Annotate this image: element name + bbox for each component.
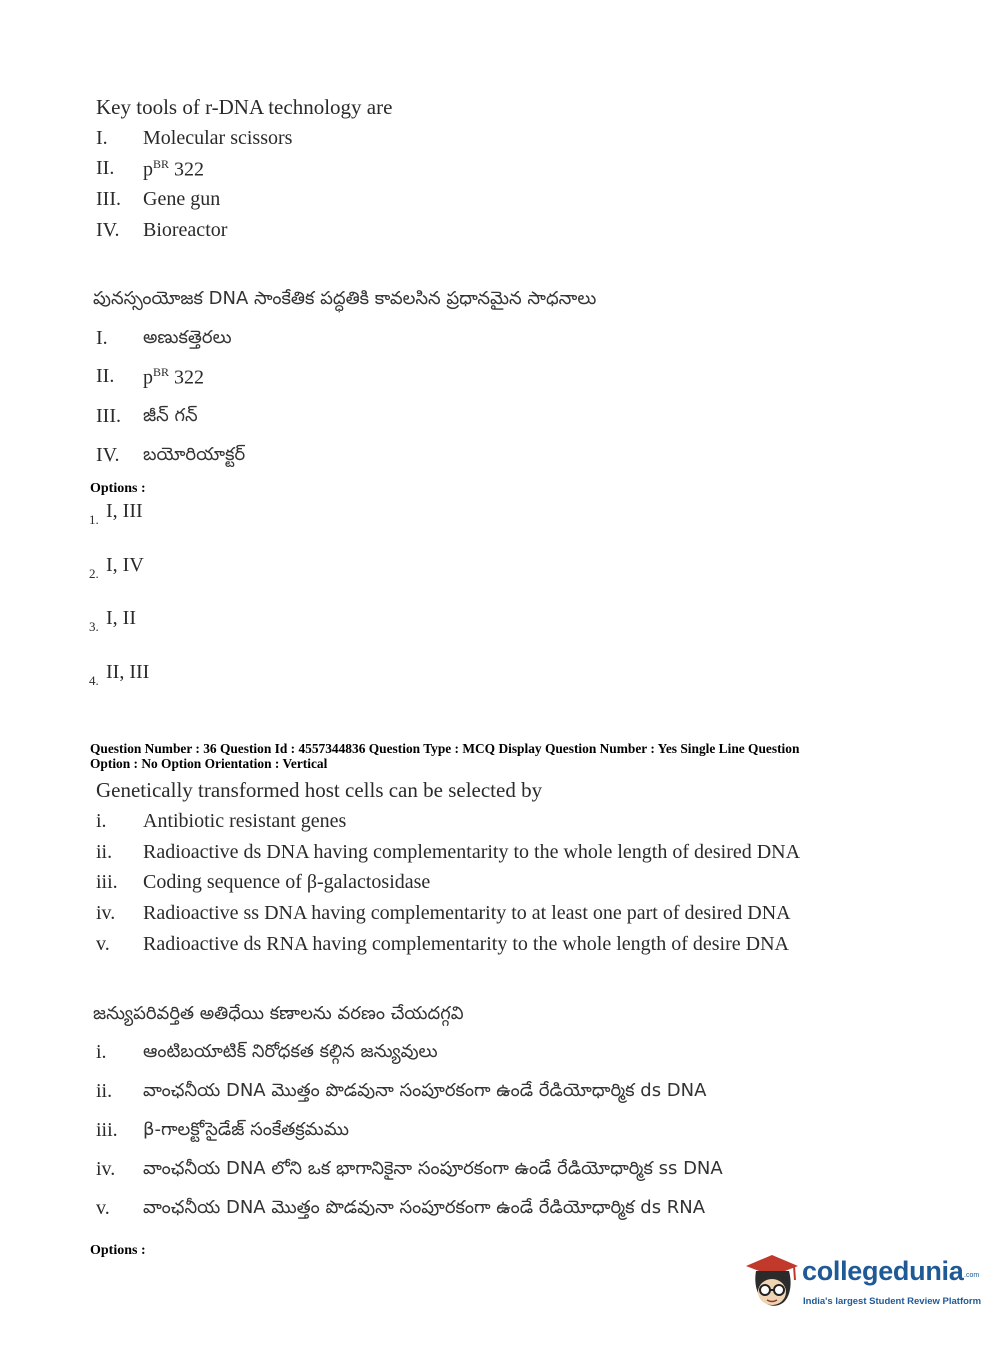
plasmid-p: p bbox=[143, 366, 153, 389]
item-number: ii. bbox=[96, 841, 113, 863]
option-number: 2. bbox=[89, 566, 99, 581]
option-text: I, II bbox=[106, 607, 136, 629]
item-text: బయోరియాక్టర్ bbox=[143, 444, 246, 465]
item-number: II. bbox=[96, 365, 115, 387]
item-number: iv. bbox=[96, 1158, 116, 1180]
q35-telugu-title: పునస్సంయోజక DNA సాంకేతిక పద్ధతికి కావలసిన ప్రధానమైన సాధనాలు bbox=[93, 288, 597, 309]
student-mascot-icon bbox=[742, 1250, 802, 1312]
q36-english-title: Genetically transformed host cells can be selected by bbox=[96, 778, 543, 802]
item-text: అణుకత్తెరలు bbox=[143, 327, 232, 348]
item-number: I. bbox=[96, 327, 108, 349]
q36-telugu-title: జన్యుపరివర్తిత అతిధేయి కణాలను వరణం చేయదగ్గవి bbox=[93, 1003, 464, 1024]
item-text: Bioreactor bbox=[143, 219, 228, 241]
item-text: వాంఛనీయ DNA లోని ఒక భాగానికైనా సంపూరకంగా ఉండే రేడియోధార్మిక ss DNA bbox=[143, 1158, 723, 1179]
item-text: వాంఛనీయ DNA మొత్తం పొడవునా సంపూరకంగా ఉండే రేడియోధార్మిక ds RNA bbox=[143, 1197, 706, 1218]
collegedunia-logo[interactable] bbox=[742, 1250, 982, 1312]
q35-options-label: Options : bbox=[90, 481, 146, 496]
q35-english-title: Key tools of r-DNA technology are bbox=[96, 95, 393, 119]
item-number: i. bbox=[96, 810, 107, 832]
option-text: II, III bbox=[106, 661, 150, 683]
item-text: Antibiotic resistant genes bbox=[143, 810, 347, 832]
item-number: v. bbox=[96, 1197, 110, 1219]
option-number: 1. bbox=[89, 512, 99, 527]
plasmid-p: p bbox=[143, 158, 153, 181]
item-number: IV. bbox=[96, 219, 120, 241]
item-text: Radioactive ss DNA having complementarity to at least one part of desired DNA bbox=[143, 902, 791, 924]
option-text: I, III bbox=[106, 500, 143, 522]
item-number: III. bbox=[96, 188, 121, 210]
item-text: Gene gun bbox=[143, 188, 221, 210]
item-number: IV. bbox=[96, 444, 120, 466]
option-number: 3. bbox=[89, 619, 99, 634]
item-number: II. bbox=[96, 157, 115, 179]
plasmid-number: 322 bbox=[169, 158, 205, 181]
plasmid-number: 322 bbox=[169, 366, 205, 389]
item-number: III. bbox=[96, 405, 121, 427]
item-text: జీన్ గన్ bbox=[143, 405, 198, 426]
item-text: β-గాలక్టోసైడేజ్ సంకేతక్రమము bbox=[143, 1119, 349, 1140]
item-number: ii. bbox=[96, 1080, 113, 1102]
item-number: I. bbox=[96, 127, 108, 149]
item-text: Radioactive ds DNA having complementarity to the whole length of desired DNA bbox=[143, 841, 801, 863]
item-number: iii. bbox=[96, 1119, 118, 1141]
item-text: వాంఛనీయ DNA మొత్తం పొడవునా సంపూరకంగా ఉండే రేడియోధార్మిక ds DNA bbox=[143, 1080, 707, 1101]
item-text: Coding sequence of β-galactosidase bbox=[143, 871, 431, 893]
brand-suffix: .com bbox=[964, 1272, 980, 1279]
item-number: iv. bbox=[96, 902, 116, 924]
plasmid-superscript: BR bbox=[153, 365, 170, 379]
item-number: v. bbox=[96, 933, 110, 955]
item-number: iii. bbox=[96, 871, 118, 893]
item-text: ఆంటిబయాటిక్ నిరోధకత కల్గిన జన్యువులు bbox=[143, 1041, 438, 1062]
item-text: Molecular scissors bbox=[143, 127, 293, 149]
brand-name: collegedunia bbox=[802, 1256, 964, 1286]
q36-options-label: Options : bbox=[90, 1243, 146, 1258]
item-number: i. bbox=[96, 1041, 107, 1063]
plasmid-superscript: BR bbox=[153, 157, 170, 171]
q36-meta-line-2: Option : No Option Orientation : Vertical bbox=[90, 756, 328, 771]
option-text: I, IV bbox=[106, 554, 144, 576]
item-text: Radioactive ds RNA having complementarity to the whole length of desire DNA bbox=[143, 933, 789, 955]
option-number: 4. bbox=[89, 673, 99, 688]
q36-meta-line-1: Question Number : 36 Question Id : 4557344836 Question Type : MCQ Display Question Number : Yes Single Line Question bbox=[90, 741, 800, 756]
brand-tagline: India's largest Student Review Platform bbox=[803, 1296, 982, 1307]
